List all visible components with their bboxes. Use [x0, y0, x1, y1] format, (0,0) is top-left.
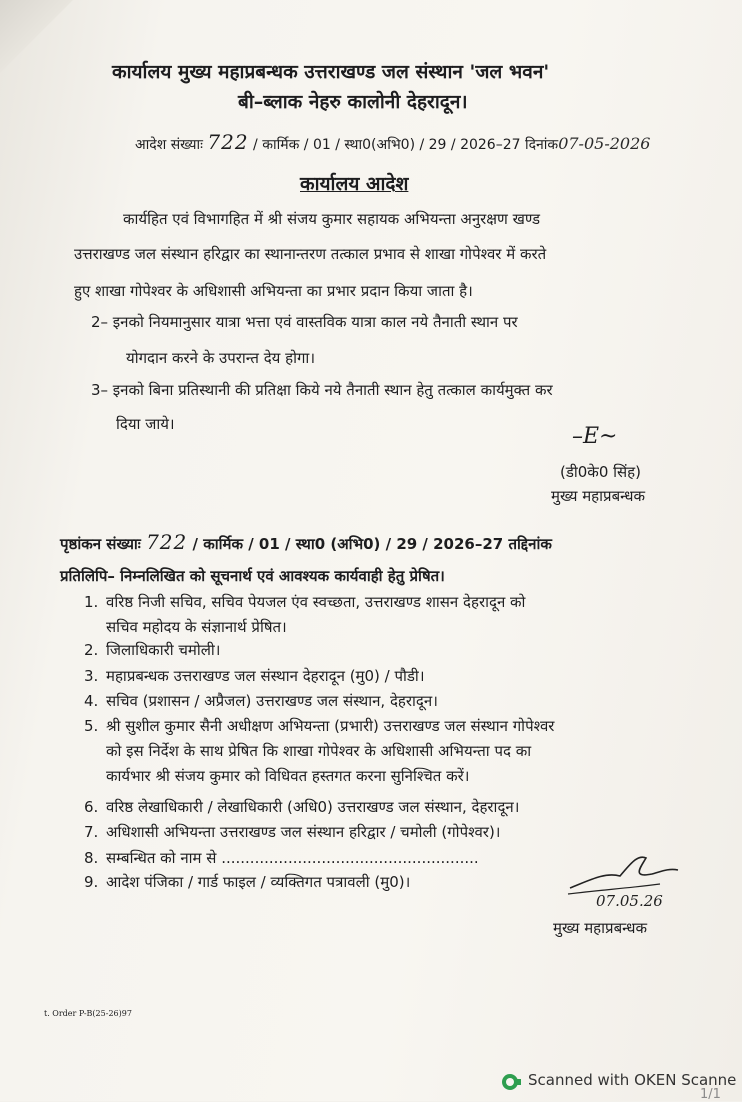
office-heading-line2: बी–ब्लाक नेहरु कालोनी देहरादून। — [238, 91, 468, 113]
recipient-number: 9. — [84, 873, 99, 891]
recipient-line: जिलाधिकारी चमोली। — [106, 641, 221, 659]
order-date-handwritten: 07-05-2026 — [558, 134, 651, 153]
signatory-name: (डी0के0 सिंह) — [560, 463, 641, 481]
signatory2-designation: मुख्य महाप्रबन्धक — [553, 919, 648, 937]
recipient-number: 8. — [84, 849, 99, 867]
recipient-line: सम्बन्धित को नाम से ...................................................... — [106, 849, 479, 867]
endorsement-prefix: पृष्ठांकन संख्याः — [60, 535, 141, 553]
endorsement-suffix: / कार्मिक / 01 / स्था0 (अभि0) / 29 / 2026–27 तद्दिनांक — [192, 535, 552, 553]
recipient-number: 3. — [84, 667, 99, 685]
recipient-line: अधिशासी अभियन्ता उत्तराखण्ड जल संस्थान हरिद्वार / चमोली (गोपेश्वर)। — [106, 823, 501, 841]
page-fold-shadow — [0, 0, 90, 90]
recipient-line: वरिष्ठ लेखाधिकारी / लेखाधिकारी (अधि0) उत्तराखण्ड जल संस्थान, देहरादून। — [106, 798, 520, 816]
scanner-watermark: Scanned with OKEN Scanne — [528, 1071, 737, 1089]
order-number-handwritten: 722 — [207, 130, 249, 154]
recipient-line: को इस निर्देश के साथ प्रेषित कि शाखा गोपेश्वर के अधिशासी अभियन्ता पद का — [106, 742, 532, 760]
recipient-line: सचिव (प्रशासन / अप्रैजल) उत्तराखण्ड जल संस्थान, देहरादून। — [106, 692, 438, 710]
signature-scribble — [560, 850, 690, 910]
recipient-line: वरिष्ठ निजी सचिव, सचिव पेयजल एंव स्वच्छता, उत्तराखण्ड शासन देहरादून को — [106, 593, 526, 611]
endorsement-number-handwritten: 722 — [146, 530, 188, 554]
recipient-line: श्री सुशील कुमार सैनी अधीक्षण अभियन्ता (प्रभारी) उत्तराखण्ड जल संस्थान गोपेश्वर — [106, 717, 555, 735]
scanner-logo-icon — [500, 1072, 522, 1092]
order-prefix: आदेश संख्याः — [135, 137, 203, 153]
signature-date: 07.05.26 — [596, 892, 663, 910]
recipient-line: आदेश पंजिका / गार्ड फाइल / व्यक्तिगत पत्रावली (मु0)। — [106, 873, 411, 891]
page-number: 1/1 — [700, 1087, 721, 1102]
para3-line1: 3– इनको बिना प्रतिस्थानी की प्रतिक्षा किये नये तैनाती स्थान हेतु तत्काल कार्यमुक्त कर — [91, 381, 553, 399]
para3-line2: दिया जाये। — [116, 415, 175, 433]
signature-mark: –E~ — [572, 424, 618, 449]
recipient-number: 6. — [84, 798, 99, 816]
order-reference — [135, 130, 650, 154]
para1-line1: कार्यहित एवं विभागहित में श्री संजय कुमार सहायक अभियन्ता अनुरक्षण खण्ड — [123, 210, 541, 228]
recipient-number: 7. — [84, 823, 99, 841]
footer-reference: t. Order P-B(25-26)97 — [44, 1009, 132, 1018]
copy-to-heading: प्रतिलिपि– निम्नलिखित को सूचनार्थ एवं आवश्यक कार्यवाही हेतु प्रेषित। — [60, 567, 445, 585]
para1-line2: उत्तराखण्ड जल संस्थान हरिद्वार का स्थानान्तरण तत्काल प्रभाव से शाखा गोपेश्वर में करते — [74, 245, 547, 263]
document-title: कार्यालय आदेश — [300, 173, 409, 195]
recipient-line: कार्यभार श्री संजय कुमार को विधिवत हस्तगत करना सुनिश्चित करें। — [106, 767, 470, 785]
para2-line2: योगदान करने के उपरान्त देय होगा। — [126, 349, 316, 367]
office-heading-line1: कार्यालय मुख्य महाप्रबन्धक उत्तराखण्ड जल संस्थान 'जल भवन' — [112, 61, 550, 83]
para2-line1: 2– इनको नियमानुसार यात्रा भत्ता एवं वास्तविक यात्रा काल नये तैनाती स्थान पर — [91, 313, 518, 331]
recipient-line: महाप्रबन्धक उत्तराखण्ड जल संस्थान देहरादून (मु0) / पौडी। — [106, 667, 425, 685]
recipient-number: 4. — [84, 692, 99, 710]
recipient-number: 5. — [84, 717, 99, 735]
recipient-line: सचिव महोदय के संज्ञानार्थ प्रेषित। — [106, 618, 287, 636]
para1-line3: हुए शाखा गोपेश्वर के अधिशासी अभियन्ता का प्रभार प्रदान किया जाता है। — [74, 282, 473, 300]
recipient-number: 1. — [84, 593, 99, 611]
endorsement-reference — [60, 530, 552, 554]
recipient-number: 2. — [84, 641, 99, 659]
order-suffix: / कार्मिक / 01 / स्था0(अभि0) / 29 / 2026–27 दिनांक — [253, 137, 559, 153]
signatory-designation: मुख्य महाप्रबन्धक — [551, 487, 646, 505]
